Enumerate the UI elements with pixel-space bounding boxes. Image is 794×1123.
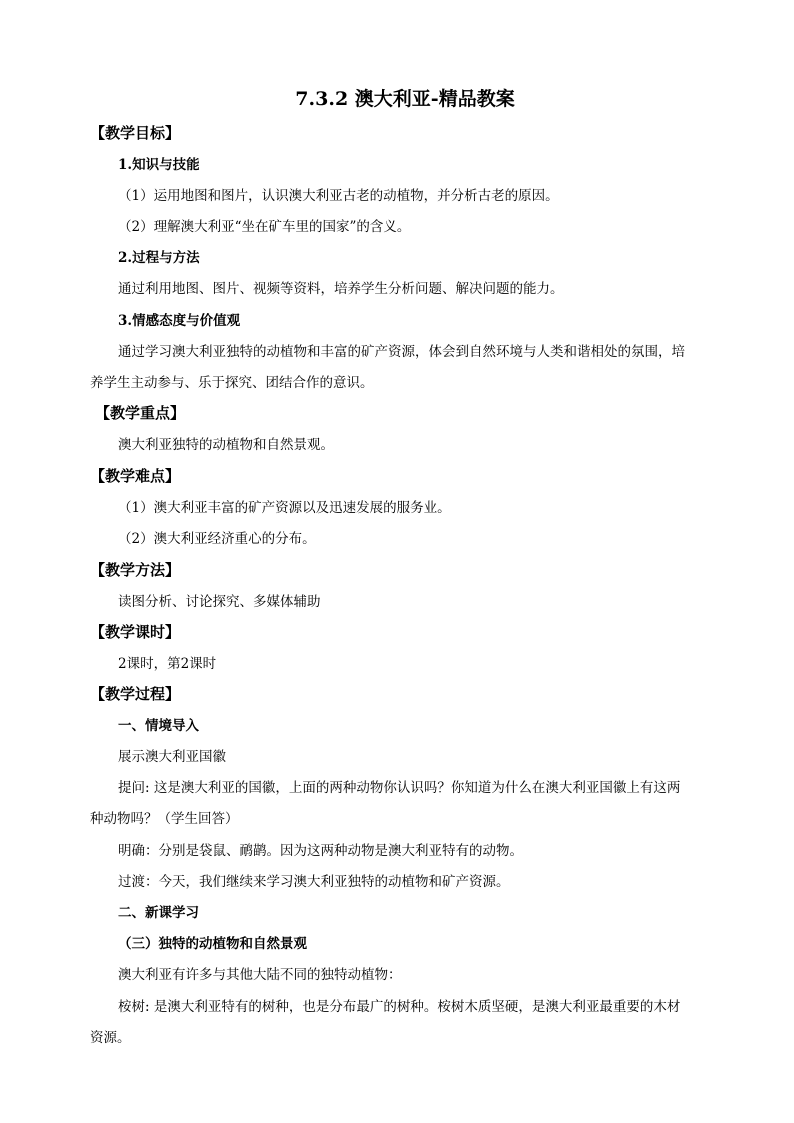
new-lesson-heading: 二、新课学习 (118, 905, 199, 921)
method-text: 读图分析、讨论探究、多媒体辅助 (118, 594, 321, 610)
hours-text: 2课时，第2课时 (118, 656, 217, 672)
new-lesson-line-1: 澳大利亚有许多与其他大陆不同的独特动植物： (118, 967, 402, 983)
goal-heading: 【教学目标】 (90, 124, 181, 142)
difficulty-item-2: （2）澳大利亚经济重心的分布。 (118, 531, 316, 547)
knowledge-heading: 1.知识与技能 (118, 157, 200, 173)
process-method-text: 通过利用地图、图片、视频等资料，培养学生分析问题、解决问题的能力。 (118, 281, 564, 297)
new-lesson-line-2a: 桉树: 是澳大利亚特有的树种，也是分布最广的树种。桉树木质坚硬，是澳大利亚最重要的木材 (118, 999, 681, 1015)
intro-question-line-1: 提问: 这是澳大利亚的国徽，上面的两种动物你认识吗？你知道为什么在澳大利亚国徽上有这两 (118, 780, 681, 796)
knowledge-item-1: （1）运用地图和图片，认识澳大利亚古老的动植物，并分析古老的原因。 (118, 188, 559, 204)
intro-clarify: 明确：分别是袋鼠、鸸鹋。因为这两种动物是澳大利亚特有的动物。 (118, 843, 523, 859)
intro-heading: 一、情境导入 (118, 718, 199, 734)
process-method-heading: 2.过程与方法 (118, 250, 200, 266)
difficulty-item-1: （1）澳大利亚丰富的矿产资源以及迅速发展的服务业。 (118, 500, 451, 516)
attitude-text-line-1: 通过学习澳大利亚独特的动植物和丰富的矿产资源，体会到自然环境与人类和谐相处的氛围，培 (118, 344, 685, 360)
teaching-process-heading: 【教学过程】 (90, 685, 181, 703)
knowledge-item-2: （2）理解澳大利亚“坐在矿车里的国家”的含义。 (118, 219, 411, 235)
key-point-heading: 【教学重点】 (95, 404, 186, 422)
attitude-heading: 3.情感态度与价值观 (118, 313, 241, 329)
intro-line: 展示澳大利亚国徽 (118, 749, 226, 765)
document-title: 7.3.2 澳大利亚-精品教案 (295, 88, 515, 110)
intro-transition: 过渡：今天，我们继续来学习澳大利亚独特的动植物和矿产资源。 (118, 874, 510, 890)
attitude-text-line-2: 养学生主动参与、乐于探究、团结合作的意识。 (90, 375, 374, 391)
difficulty-heading: 【教学难点】 (90, 467, 181, 485)
new-lesson-subheading: （三）独特的动植物和自然景观 (118, 936, 307, 952)
hours-heading: 【教学课时】 (90, 623, 181, 641)
intro-question-line-2: 种动物吗？（学生回答） (90, 811, 239, 827)
method-heading: 【教学方法】 (90, 561, 181, 579)
new-lesson-line-2b: 资源。 (90, 1030, 131, 1046)
key-point-text: 澳大利亚独特的动植物和自然景观。 (118, 437, 334, 453)
